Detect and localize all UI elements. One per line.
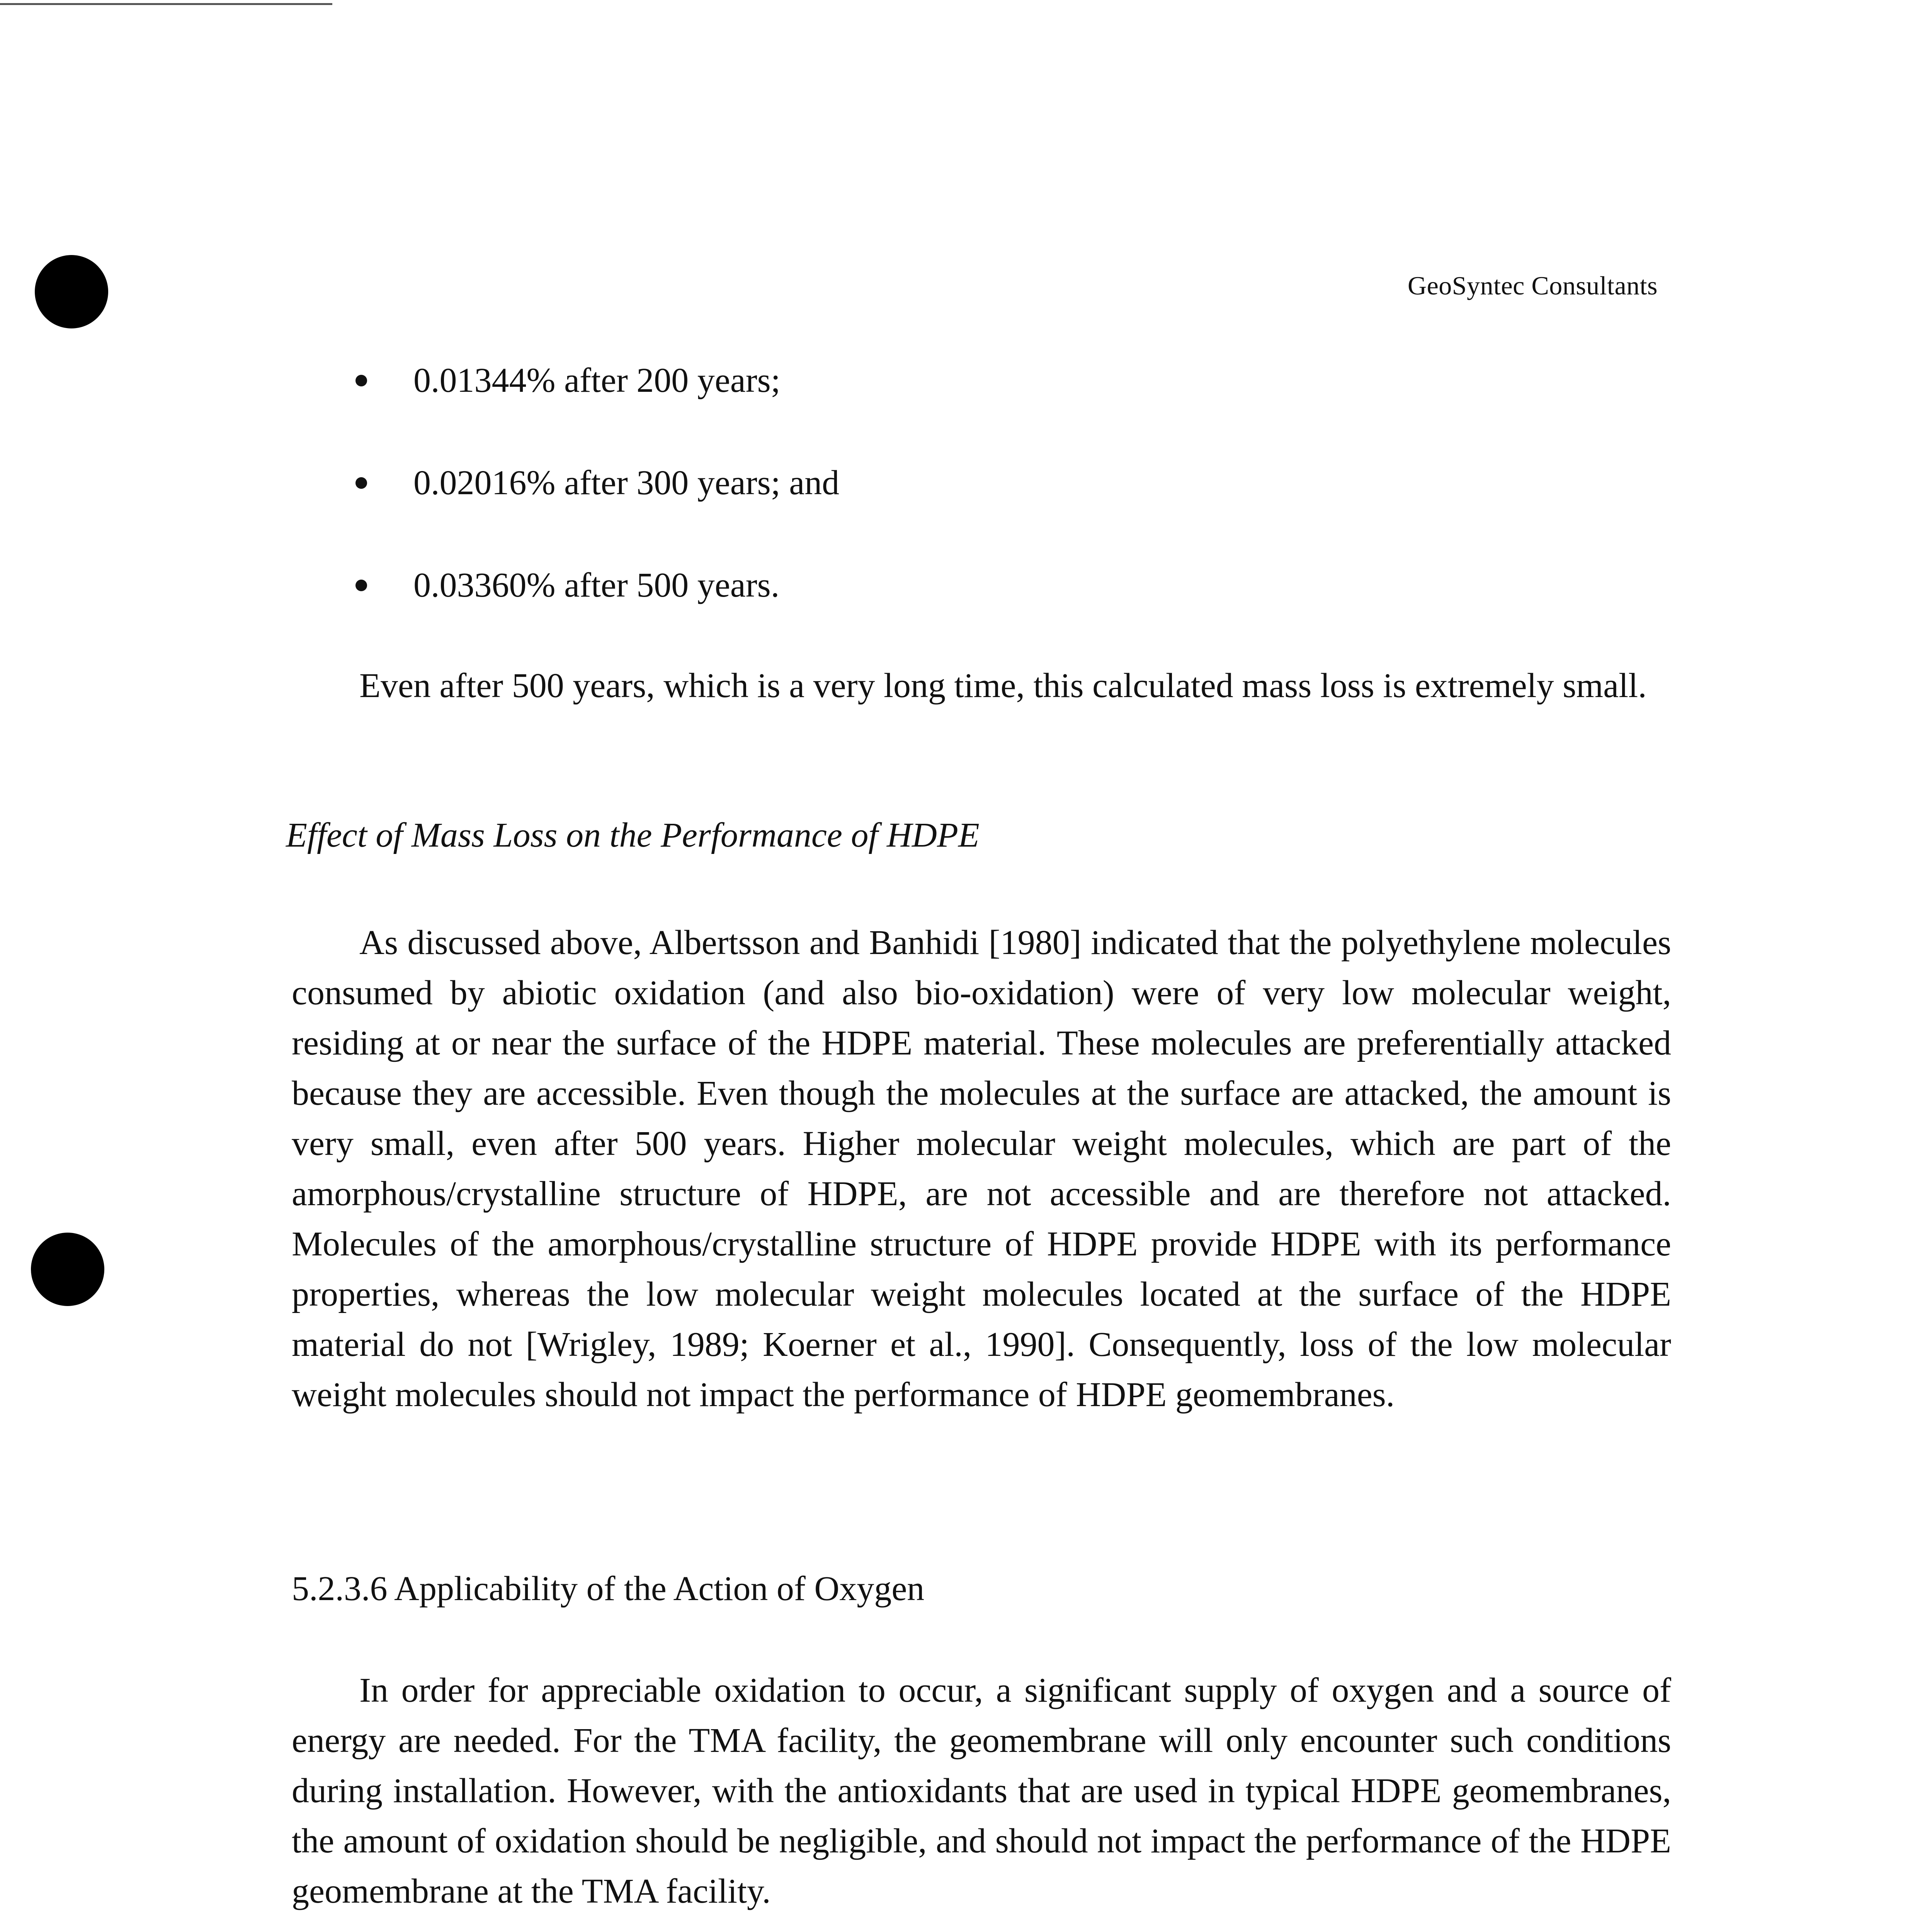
bullet-text: 0.03360% after 500 years.	[413, 566, 780, 604]
bullet-dot-icon	[355, 477, 367, 489]
mass-loss-bullet-list	[355, 359, 839, 667]
bullet-text: 0.02016% after 300 years; and	[413, 464, 840, 502]
mass-loss-effect-paragraph: As discussed above, Albertsson and Banhidi [1980] indicated that the polyethylene molecules consumed by abiotic oxidation (and also bio-oxidation) were of very low molecular weight, residing at or near the surface of the HDPE material. These molecules are preferentially attacked because they are accessible. Even though the molecules at the surface are attacked, the amount is very small, even after 500 years. Higher molecular weight molecules, which are part of the amorphous/crystalline structure of HDPE, are not accessible and are therefore not attacked. Molecules of the amorphous/crystalline structure of HDPE provide HDPE with its performance properties, whereas the low molecular weight molecules located at the surface of the HDPE material do not [Wrigley, 1989; Koerner et al., 1990]. Consequently, loss of the low molecular weight molecules should not impact the performance of HDPE geomembranes.	[292, 923, 1671, 1414]
bullet-text: 0.01344% after 200 years;	[413, 361, 781, 400]
section-heading: 5.2.3.6 Applicability of the Action of Oxygen	[292, 1570, 925, 1608]
bullet-item	[355, 564, 839, 607]
oxygen-applicability-paragraph: In order for appreciable oxidation to occur, a significant supply of oxygen and a source of energy are needed. For the TMA facility, the geomembrane will only encounter such conditions during installation. However, with the antioxidants that are used in typical HDPE geomembranes, the amount of oxidation should be negligible, and should not impact the performance of the HDPE geomembrane at the TMA facility.	[292, 1671, 1671, 1910]
punch-hole-middle	[31, 1233, 104, 1306]
bullet-dot-icon	[355, 375, 367, 386]
punch-hole-top	[35, 255, 108, 328]
mass-loss-effect-subheading: Effect of Mass Loss on the Performance of HDPE	[286, 816, 980, 854]
mass-loss-summary-paragraph: Even after 500 years, which is a very long time, this calculated mass loss is extremely small.	[359, 667, 1647, 705]
scan-edge-line	[0, 3, 332, 5]
bullet-item	[355, 359, 839, 402]
bullet-item	[355, 462, 839, 504]
bullet-dot-icon	[355, 580, 367, 591]
company-header: GeoSyntec Consultants	[1407, 271, 1658, 300]
